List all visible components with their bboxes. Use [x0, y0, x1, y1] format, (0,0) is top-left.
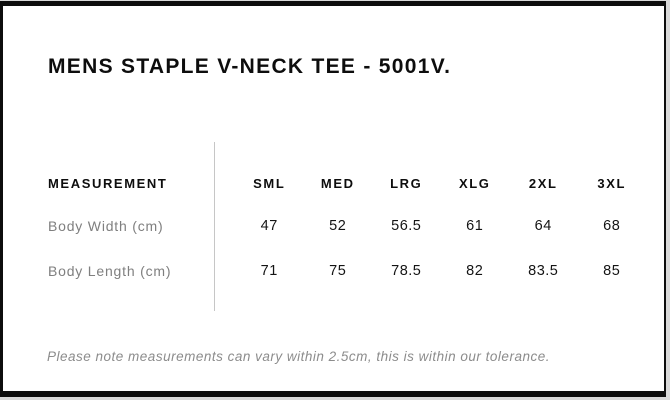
- size-guide-card: [0, 1, 666, 397]
- body-length-3xl: 85: [603, 263, 621, 279]
- tolerance-note: Please note measurements can vary within 2.5cm, this is within our tolerance.: [47, 349, 550, 364]
- body-width-3xl: 68: [603, 218, 621, 234]
- body-width-med: 52: [329, 218, 347, 234]
- size-header-med: MED: [320, 175, 355, 191]
- table-header-row: [48, 169, 646, 197]
- body-length-2xl: 83.5: [528, 263, 559, 279]
- body-width-2xl: 64: [534, 218, 552, 234]
- body-length-xlg: 82: [466, 263, 484, 279]
- body-width-sml: 47: [260, 218, 278, 234]
- table-row-body-length: [48, 257, 646, 285]
- size-header-3xl: 3XL: [597, 175, 627, 191]
- row-label-body-width: Body Width (cm): [48, 218, 164, 234]
- body-length-lrg: 78.5: [391, 263, 422, 279]
- body-length-sml: 71: [260, 263, 278, 279]
- body-length-med: 75: [329, 263, 347, 279]
- product-title: MENS STAPLE V-NECK TEE - 5001V.: [48, 55, 452, 78]
- size-header-sml: SML: [253, 175, 286, 191]
- measurement-column-header: MEASUREMENT: [48, 175, 168, 191]
- size-header-2xl: 2XL: [528, 175, 558, 191]
- table-row-body-width: [48, 212, 646, 240]
- body-width-lrg: 56.5: [391, 218, 422, 234]
- size-header-xlg: XLG: [458, 175, 491, 191]
- size-header-lrg: LRG: [390, 175, 423, 191]
- size-chart-table: [48, 169, 646, 285]
- row-label-body-length: Body Length (cm): [48, 263, 172, 279]
- body-width-xlg: 61: [466, 218, 484, 234]
